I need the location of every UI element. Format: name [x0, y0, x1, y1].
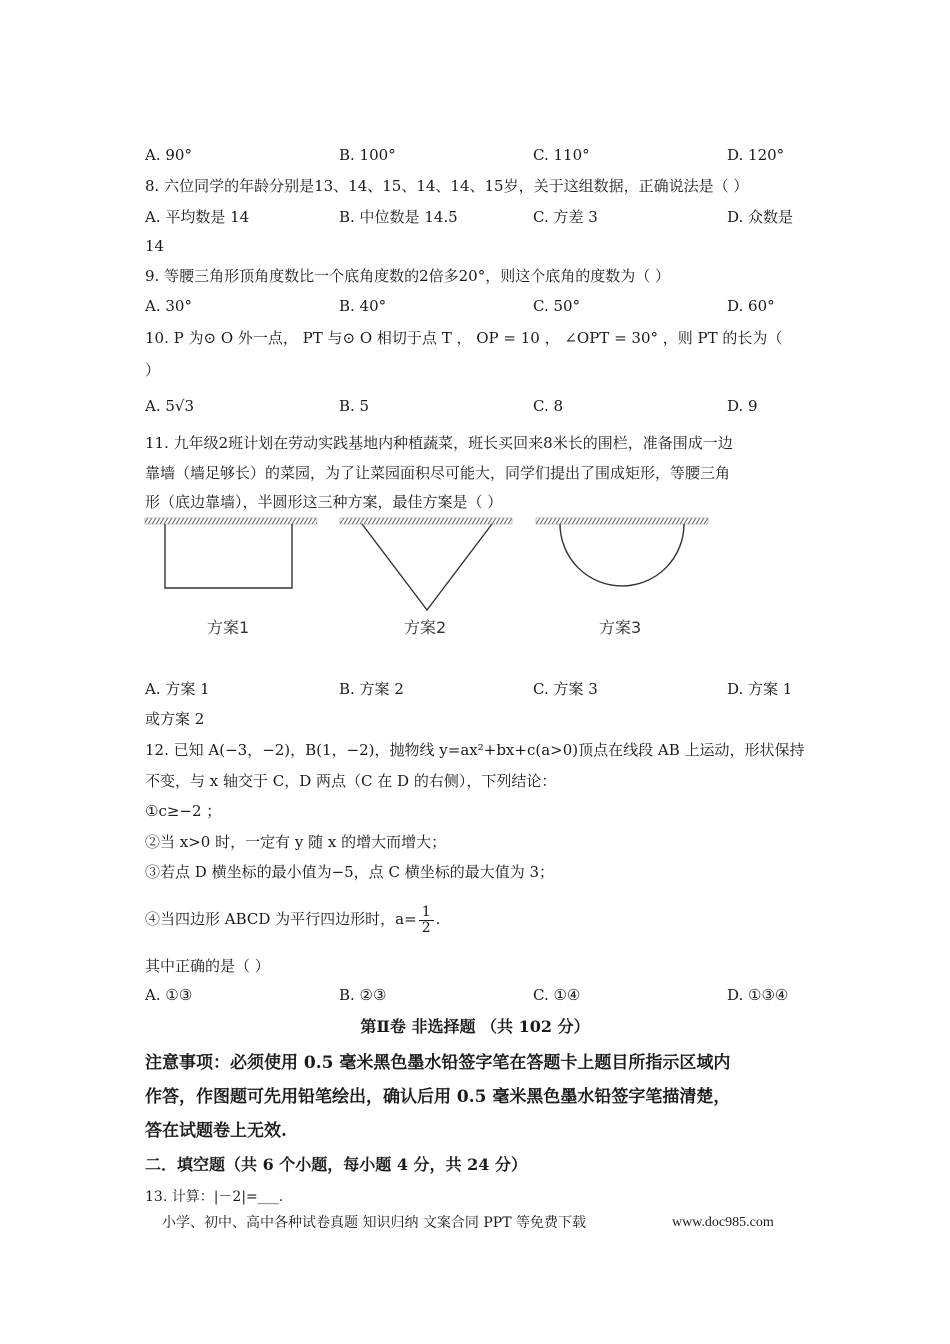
q12-conclusion-4-text: ④当四边形 ABCD 为平行四边形时，a= [145, 910, 417, 928]
q12-stem-line-2: 不变，与 x 轴交于 C，D 两点（C 在 D 的右侧），下列结论： [145, 772, 557, 790]
q7-option-c: C. 110° [533, 146, 590, 164]
q8-option-d: D. 众数是 [727, 208, 794, 226]
footer-text: 小学、初中、高中各种试卷真题 知识归纳 文案合同 PPT 等免费下载 [162, 1215, 586, 1231]
q8-option-d-wrap: 14 [145, 237, 165, 255]
q10-stem: 10. P 为⊙ O 外一点， PT 与⊙ O 相切于点 T ， OP = 10 ， ∠OPT = 30° ，则 PT 的长为（ [145, 329, 783, 347]
notice-line-2: 作答，作图题可先用铅笔绘出，确认后用 0.5 毫米黑色墨水铅签字笔描清楚， [145, 1087, 731, 1107]
section-2-title: 第Ⅱ卷 非选择题 （共 102 分） [360, 1017, 590, 1036]
plan-1-label: 方案1 [207, 618, 250, 637]
q12-option-a: A. ①③ [145, 986, 193, 1004]
q9-option-a: A. 30° [145, 297, 192, 315]
q12-option-c: C. ①④ [533, 986, 581, 1004]
fraction-denominator: 2 [421, 919, 431, 936]
q8-option-a: A. 平均数是 14 [145, 208, 250, 226]
q11-stem-line-3: 形（底边靠墙），半圆形这三种方案，最佳方案是（ ） [145, 493, 503, 511]
q9-options [145, 296, 805, 316]
q9-option-b: B. 40° [339, 297, 387, 315]
q12-conclusion-3: ③若点 D 横坐标的最小值为−5，点 C 横坐标的最大值为 3； [145, 863, 555, 881]
q9-option-d: D. 60° [727, 297, 775, 315]
q7-option-d: D. 120° [727, 146, 785, 164]
q10-options [145, 396, 805, 416]
q12-options [145, 985, 805, 1005]
q10-option-a: A. 5√3 [145, 397, 195, 415]
fraction [419, 905, 434, 936]
footer-link[interactable]: www.doc985.com [672, 1215, 774, 1230]
plan-1-rectangle [165, 524, 292, 588]
q7-options [145, 145, 805, 165]
q9-option-c: C. 50° [533, 297, 581, 315]
q10-option-d: D. 9 [727, 397, 758, 415]
q10-option-c: C. 8 [533, 397, 564, 415]
q7-option-a: A. 90° [145, 146, 192, 164]
q12-ask: 其中正确的是（ ） [145, 957, 270, 975]
q11-figure [140, 512, 720, 647]
notice-line-3: 答在试题卷上无效. [145, 1121, 287, 1141]
q12-conclusion-1: ①c≥−2 ； [145, 802, 222, 820]
q12-conclusion-2: ②当 x>0 时，一定有 y 随 x 的增大而增大； [145, 833, 447, 851]
q8-option-c: C. 方差 3 [533, 208, 598, 226]
q11-options [145, 679, 805, 699]
q12-conclusion-4-end: . [435, 910, 441, 928]
plan-3-figure [536, 518, 708, 637]
part-2-title: 二．填空题（共 6 个小题，每小题 4 分，共 24 分） [145, 1155, 527, 1174]
plan-2-label: 方案2 [404, 618, 447, 637]
q11-option-b: B. 方案 2 [339, 680, 404, 698]
q9-stem: 9. 等腰三角形顶角度数比一个底角度数的2倍多20°，则这个底角的度数为（ ） [145, 267, 670, 285]
q7-option-b: B. 100° [339, 146, 396, 164]
q11-stem-line-2: 靠墙（墙足够长）的菜园，为了让菜园面积尽可能大，同学们提出了围成矩形，等腰三角 [145, 464, 731, 482]
q11-option-d-wrap: 或方案 2 [145, 710, 205, 728]
plan-1-figure [145, 518, 317, 637]
q13-stem: 13. 计算：|－2|=___. [145, 1189, 284, 1205]
q12-stem-line-1: 12. 已知 A(−3，−2)，B(1，−2)，抛物线 y=ax²+bx+c(a>0)顶点在线段 AB 上运动，形状保持 [145, 741, 805, 759]
q8-option-b: B. 中位数是 14.5 [339, 208, 458, 226]
plan-2-triangle [362, 524, 492, 610]
q11-option-a: A. 方案 1 [145, 680, 210, 698]
plan-3-semicircle [560, 524, 684, 586]
q10-option-b: B. 5 [339, 397, 370, 415]
fraction-numerator: 1 [419, 905, 434, 921]
q12-option-d: D. ①③④ [727, 986, 789, 1004]
q11-stem-line-1: 11. 九年级2班计划在劳动实践基地内种植蔬菜，班长买回来8米长的围栏，准备围成一边 [145, 434, 733, 452]
q11-option-d: D. 方案 1 [727, 680, 793, 698]
q11-option-c: C. 方案 3 [533, 680, 598, 698]
q8-stem: 8. 六位同学的年龄分别是13、14、15、14、14、15岁，关于这组数据，正确说法是（ ） [145, 177, 749, 195]
notice-line-1: 注意事项：必须使用 0.5 毫米黑色墨水铅签字笔在答题卡上题目所指示区域内 [145, 1053, 731, 1073]
plan-3-label: 方案3 [599, 618, 642, 637]
plan-2-wall [340, 518, 512, 524]
q8-options [145, 207, 805, 227]
q10-stem-wrap: ） [145, 361, 161, 379]
q12-option-b: B. ②③ [339, 986, 387, 1004]
q12-conclusion-4 [145, 897, 440, 941]
plan-2-figure [340, 518, 512, 637]
plan-3-wall [536, 518, 708, 524]
plan-1-wall [145, 518, 317, 524]
